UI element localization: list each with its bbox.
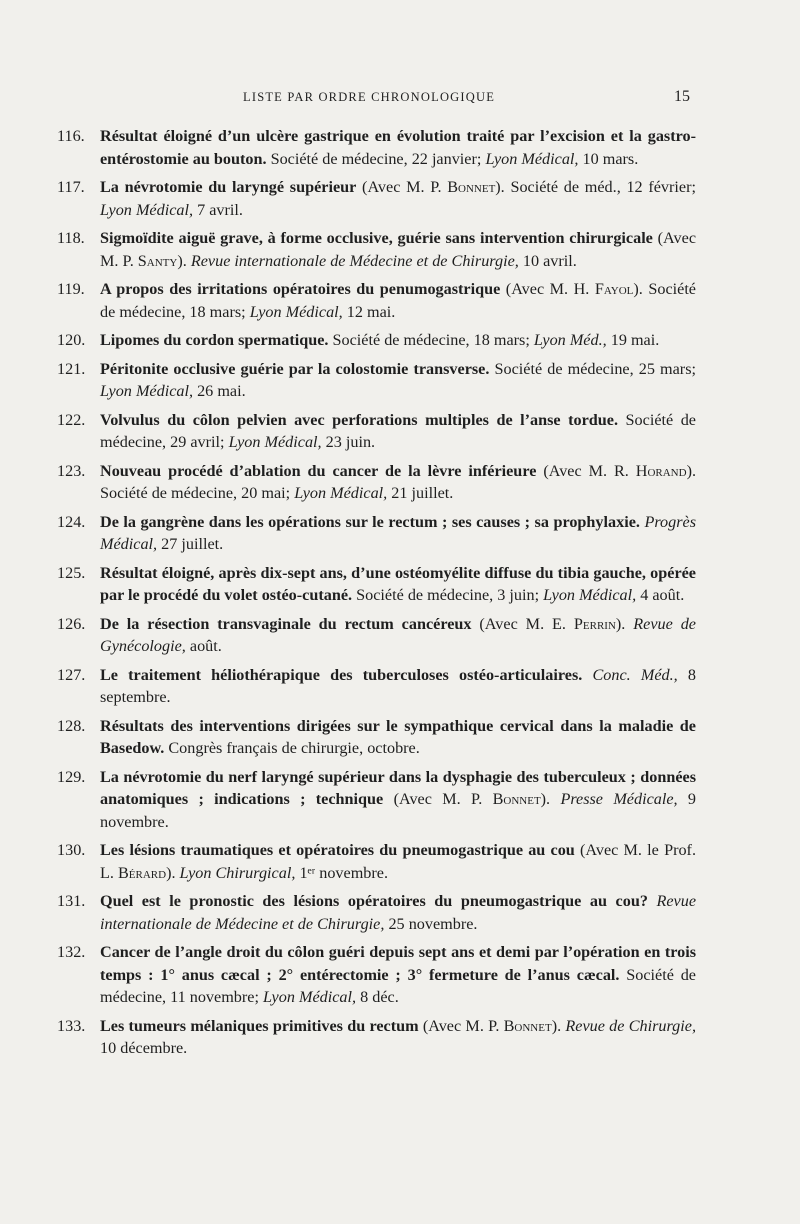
entry-text: 7 avril. <box>193 200 243 219</box>
entry-title: Lipomes du cordon spermatique. <box>100 331 329 349</box>
running-header <box>0 90 800 110</box>
bibliography-entry <box>0 941 696 1009</box>
page-number: 15 <box>674 88 690 105</box>
entry-journal: Lyon Médical, <box>485 149 579 168</box>
bibliography-entry <box>0 278 696 323</box>
entry-journal: Lyon Médical, <box>249 302 343 321</box>
bibliography-entry <box>0 839 696 884</box>
entry-journal: Lyon Médical, <box>100 200 194 219</box>
entry-number: 118. <box>57 229 85 247</box>
entry-number: 117. <box>57 178 85 196</box>
entry-journal: Lyon Méd., <box>533 331 607 349</box>
entry-number: 125. <box>57 563 86 582</box>
bibliography-entry <box>0 409 696 454</box>
entry-title: Nouveau procédé d’ablation du cancer de la lèvre inférieure <box>100 461 537 480</box>
entry-title: Sigmoïdite aiguë grave, à forme occlusive, guérie sans intervention chirurgicale <box>100 229 653 247</box>
entry-text: 19 mai. <box>606 331 660 349</box>
bibliography-entry <box>0 176 696 221</box>
bibliography-entry <box>0 890 696 935</box>
entry-journal: Lyon Chirurgical, <box>179 863 296 882</box>
entry-text: 21 juillet. <box>387 484 454 502</box>
entry-text: ). <box>615 614 634 633</box>
bibliography-entry <box>0 511 696 556</box>
entry-text: (Avec M. R. <box>536 461 636 480</box>
entry-number: 133. <box>57 1016 86 1035</box>
entry-text: (Avec M. E. <box>471 614 574 633</box>
bibliography-entry <box>0 613 696 658</box>
entry-text: 8 déc. <box>356 988 399 1006</box>
entry-text: 9 novembre. <box>100 790 697 831</box>
entry-text: Société de médecine, 11 novembre; <box>100 965 696 1006</box>
entry-journal: Lyon Médical, <box>543 586 637 604</box>
entry-title: Péritonite occlusive guérie par la colostomie transverse. <box>100 359 490 378</box>
entry-coauthor: Santy <box>137 251 178 270</box>
bibliography-entry <box>0 329 696 352</box>
entry-title: La névrotomie du laryngé supérieur <box>100 178 357 196</box>
entry-coauthor: Bérard <box>117 863 167 882</box>
entry-text: 25 novembre. <box>384 914 478 933</box>
entry-journal: Lyon Médical, <box>294 484 388 502</box>
entry-text: ). <box>166 863 180 882</box>
entry-journal: Conc. Méd., <box>592 665 678 684</box>
entry-text: (Avec M. P. <box>418 1016 504 1035</box>
entry-title: Les tumeurs mélaniques primitives du rectum <box>100 1016 419 1035</box>
entry-title: La névrotomie du nerf laryngé supérieur dans la dysphagie des tuberculeux ; données anatomiques ; indications ; technique <box>100 767 696 808</box>
entry-text: 10 décembre. <box>100 1039 188 1057</box>
entry-text: Société de médecine, 29 avril; <box>100 410 696 451</box>
entry-coauthor: Bonnet <box>492 790 541 808</box>
entry-text: (Avec M. P. <box>100 229 697 270</box>
entry-coauthor: Horand <box>635 461 687 480</box>
entry-text: (Avec M. H. <box>500 280 595 298</box>
entry-coauthor: Perrin <box>573 614 616 633</box>
entry-text: 10 mars. <box>578 149 639 168</box>
entry-text: Société de médecine, 22 janvier; <box>266 149 486 168</box>
entry-text: ). Société de médecine, 18 mars; <box>100 280 696 321</box>
entry-number: 122. <box>57 410 86 429</box>
bibliography-entry <box>0 1015 696 1060</box>
entry-journal: Revue internationale de Médecine et de Chirurgie, <box>190 251 519 270</box>
entry-text: Société de médecine, 25 mars; <box>489 359 696 378</box>
entry-journal: Revue de Gynécologie, <box>100 614 696 655</box>
entry-journal: Revue internationale de Médecine et de Chirurgie, <box>100 892 697 933</box>
entry-number: 130. <box>57 841 86 859</box>
entry-text: ). <box>177 251 191 270</box>
entry-title: Le traitement héliothérapique des tuberculoses ostéo-articulaires. <box>100 665 583 684</box>
entry-text: 10 avril. <box>518 251 577 270</box>
entry-number: 131. <box>57 892 86 910</box>
entry-text: 12 mai. <box>342 302 396 321</box>
entry-number: 120. <box>57 331 86 349</box>
entry-text: (Avec M. le Prof. L. <box>100 841 696 882</box>
entry-text: 8 septembre. <box>100 665 696 706</box>
entry-journal: Revue de Chirurgie, <box>565 1016 696 1035</box>
entry-number: 126. <box>57 614 86 633</box>
entry-number: 128. <box>57 716 86 735</box>
bibliography-entry <box>0 664 696 709</box>
entry-journal: Presse Médicale, <box>560 790 678 808</box>
bibliography-entry <box>0 227 696 272</box>
entry-text: ). <box>551 1016 566 1035</box>
entry-title: Résultat éloigné d’un ulcère gastrique en évolution traité par l’excision et la gastro-entérostomie au bouton. <box>100 127 696 168</box>
entry-text: Société de médecine, 18 mars; <box>328 331 534 349</box>
entry-title: Les lésions traumatiques et opératoires du pneumogastrique au cou <box>100 841 575 859</box>
bibliography-entry <box>0 562 696 607</box>
entry-text: 23 juin. <box>321 433 376 451</box>
entry-text: 26 mai. <box>193 382 246 400</box>
entry-number: 124. <box>57 512 86 531</box>
entry-journal: Lyon Médical, <box>100 382 194 400</box>
entry-text: 4 août. <box>636 586 685 604</box>
entry-text: Société de médecine, 3 juin; <box>352 586 544 604</box>
entry-number: 119. <box>57 280 85 298</box>
entry-title: De la gangrène dans les opérations sur le rectum ; ses causes ; sa prophylaxie. <box>100 512 640 531</box>
entry-number: 129. <box>57 767 86 786</box>
entry-journal: Progrès Médical, <box>100 512 697 553</box>
entry-number: 123. <box>57 461 86 480</box>
entry-text: 1ᵉʳ novembre. <box>295 863 389 882</box>
entry-title: Résultat éloigné, après dix-sept ans, d’une ostéomyélite diffuse du tibia gauche, opérée par le procédé du volet ostéo-cutané. <box>100 563 696 604</box>
entry-title: A propos des irritations opératoires du penumogastrique <box>100 280 501 298</box>
entry-coauthor: Bonnet <box>503 1016 552 1035</box>
entry-text: Congrès français de chirurgie, octobre. <box>164 739 420 757</box>
entry-title: Cancer de l’angle droit du côlon guéri depuis sept ans et demi par l’opération en trois temps : 1° anus cæcal ; 2° entérectomie ; 3° fermeture de l’anus cæcal. <box>100 943 696 984</box>
entry-coauthor: Fayol <box>594 280 634 298</box>
entry-number: 127. <box>57 665 86 684</box>
entry-journal: Lyon Médical, <box>263 988 357 1006</box>
entry-text: 27 juillet. <box>157 535 224 553</box>
entry-number: 132. <box>57 943 86 961</box>
entry-text: ). Société de médecine, 20 mai; <box>100 461 696 502</box>
entry-title: Volvulus du côlon pelvien avec perforations multiples de l’anse tordue. <box>100 410 619 429</box>
entry-text <box>582 666 592 684</box>
bibliography-entry <box>0 766 696 834</box>
entry-number: 116. <box>57 127 85 145</box>
entry-title: Quel est le pronostic des lésions opératoires du pneumogastrique au cou? <box>100 892 648 910</box>
entry-journal: Lyon Médical, <box>228 433 322 451</box>
entry-number: 121. <box>57 359 86 378</box>
bibliography-entry <box>0 125 696 170</box>
bibliography-list <box>0 125 800 1066</box>
entry-text: août. <box>185 637 222 655</box>
bibliography-entry <box>0 715 696 760</box>
entry-text: ). <box>540 790 561 808</box>
entry-text: (Avec M. P. <box>383 790 493 808</box>
bibliography-entry <box>0 358 696 403</box>
bibliography-entry <box>0 460 696 505</box>
entry-text: (Avec M. P. <box>356 178 448 196</box>
running-title: LISTE PAR ORDRE CHRONOLOGIQUE <box>243 90 496 104</box>
entry-title: De la résection transvaginale du rectum cancéreux <box>100 614 472 633</box>
entry-coauthor: Bonnet <box>447 178 496 196</box>
entry-title: Résultats des interventions dirigées sur le sympathique cervical dans la maladie de Basedow. <box>100 716 696 757</box>
entry-text: ). Société de méd., 12 février; <box>495 178 696 196</box>
